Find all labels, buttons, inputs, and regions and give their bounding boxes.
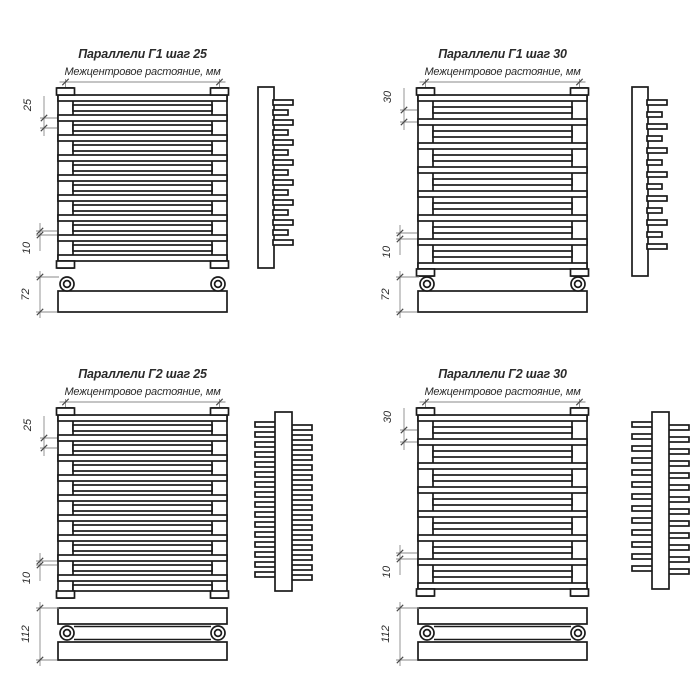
bottom-plate-front bbox=[418, 608, 587, 624]
bottom-plate-rear bbox=[58, 642, 227, 660]
side-tooth-right bbox=[647, 148, 667, 153]
side-tooth-right bbox=[273, 130, 288, 135]
side-tooth-right bbox=[273, 150, 288, 155]
tube-bar-short bbox=[433, 155, 572, 161]
gap-dimension bbox=[21, 223, 57, 254]
pipe-port-inner bbox=[215, 630, 222, 637]
width-dimension-label: Межцентровое растояние, мм bbox=[424, 386, 581, 398]
pipe-port-inner bbox=[575, 281, 582, 288]
tube-bar-short bbox=[433, 547, 572, 553]
side-tooth-right bbox=[647, 184, 662, 189]
tube-bar-short bbox=[73, 225, 212, 231]
tube-bar-long bbox=[58, 435, 227, 441]
collector-cap bbox=[211, 261, 229, 268]
side-tooth-right bbox=[291, 475, 312, 480]
gap-value: 10 bbox=[381, 245, 393, 259]
pipe-port-inner bbox=[575, 630, 582, 637]
tube-bar-short bbox=[73, 125, 212, 131]
tube-bar-short bbox=[433, 203, 572, 209]
gap-dimension bbox=[381, 545, 417, 578]
side-tooth-left bbox=[255, 492, 276, 497]
side-tooth-right bbox=[647, 124, 667, 129]
side-tooth-right bbox=[668, 425, 689, 430]
bottom-view bbox=[418, 608, 587, 660]
collector-cap bbox=[57, 261, 75, 268]
side-tooth-left bbox=[255, 572, 276, 577]
side-tooth-right bbox=[647, 208, 662, 213]
depth-value: 72 bbox=[20, 288, 32, 301]
tube-bar-short bbox=[73, 445, 212, 451]
side-tooth-right bbox=[647, 196, 667, 201]
side-tooth-left bbox=[255, 452, 276, 457]
depth-dimension bbox=[380, 602, 419, 666]
depth-dimension bbox=[20, 271, 59, 318]
side-tooth-left bbox=[255, 532, 276, 537]
collector-cap bbox=[417, 408, 435, 415]
bottom-view bbox=[418, 277, 587, 312]
side-tooth-right bbox=[273, 220, 293, 225]
side-tooth-left bbox=[632, 542, 653, 547]
pipe-port-inner bbox=[64, 281, 71, 288]
side-tooth-right bbox=[668, 449, 689, 454]
tube-bar-long bbox=[58, 135, 227, 141]
side-tooth-right bbox=[291, 515, 312, 520]
collector-cap bbox=[417, 589, 435, 596]
tube-bar-short bbox=[433, 499, 572, 505]
side-tooth-left bbox=[255, 522, 276, 527]
side-tooth-right bbox=[273, 210, 288, 215]
side-tooth-right bbox=[273, 120, 293, 125]
tube-bar-long bbox=[418, 263, 587, 269]
tube-bar-long bbox=[58, 555, 227, 561]
side-tooth-left bbox=[255, 502, 276, 507]
pitch-dimension bbox=[382, 88, 417, 130]
collector-cap bbox=[211, 88, 229, 95]
side-tooth-right bbox=[273, 160, 293, 165]
side-tooth-right bbox=[273, 180, 293, 185]
tube-bar-long bbox=[418, 559, 587, 565]
width-dimension bbox=[420, 386, 586, 407]
bottom-view bbox=[58, 608, 227, 660]
tube-bar-long bbox=[58, 455, 227, 461]
side-tooth-right bbox=[291, 435, 312, 440]
side-tooth-right bbox=[647, 160, 662, 165]
side-tooth-right bbox=[273, 240, 293, 245]
side-tooth-right bbox=[668, 473, 689, 478]
tube-bar-long bbox=[58, 95, 227, 101]
tube-bar-long bbox=[418, 143, 587, 149]
pipe-port-inner bbox=[215, 281, 222, 288]
side-tooth-right bbox=[668, 521, 689, 526]
side-tooth-right bbox=[291, 425, 312, 430]
side-tooth-left bbox=[632, 554, 653, 559]
tube-bar-long bbox=[418, 119, 587, 125]
gap-value: 10 bbox=[21, 241, 33, 255]
figure-g1-step25 bbox=[20, 47, 293, 318]
side-tooth-right bbox=[291, 505, 312, 510]
pitch-value: 25 bbox=[22, 98, 34, 112]
side-collector bbox=[652, 412, 669, 589]
tube-bar-short bbox=[433, 131, 572, 137]
right-collector bbox=[572, 408, 587, 596]
tube-bar-short bbox=[433, 179, 572, 185]
side-tooth-right bbox=[273, 110, 288, 115]
bottom-plate-rear bbox=[418, 642, 587, 660]
tube-bar-short bbox=[73, 105, 212, 111]
collector-cap bbox=[57, 408, 75, 415]
tube-bar-long bbox=[58, 495, 227, 501]
pipe-port-inner bbox=[64, 630, 71, 637]
width-dimension-label: Межцентровое растояние, мм bbox=[64, 66, 221, 78]
tube-bar-short bbox=[73, 205, 212, 211]
pitch-value: 30 bbox=[382, 410, 394, 424]
tube-bar-short bbox=[73, 185, 212, 191]
side-tooth-right bbox=[668, 557, 689, 562]
collector-cap bbox=[571, 88, 589, 95]
side-tooth-right bbox=[647, 100, 667, 105]
side-tooth-left bbox=[255, 432, 276, 437]
side-tooth-left bbox=[632, 458, 653, 463]
side-view bbox=[258, 87, 293, 268]
side-tooth-right bbox=[647, 112, 662, 117]
side-tooth-left bbox=[255, 422, 276, 427]
figure-g2-step25 bbox=[20, 367, 312, 666]
gap-dimension bbox=[381, 225, 417, 258]
side-tooth-right bbox=[668, 569, 689, 574]
side-collector bbox=[258, 87, 274, 268]
tube-bar-long bbox=[58, 175, 227, 181]
bottom-plate bbox=[58, 291, 227, 312]
side-tooth-right bbox=[291, 525, 312, 530]
tube-bar-short bbox=[73, 585, 212, 591]
side-tooth-right bbox=[291, 535, 312, 540]
tube-bar-short bbox=[433, 571, 572, 577]
tube-bar-long bbox=[418, 191, 587, 197]
collector-cap bbox=[571, 589, 589, 596]
tube-bar-long bbox=[418, 239, 587, 245]
tube-bar-long bbox=[58, 115, 227, 121]
side-tooth-left bbox=[255, 542, 276, 547]
pipe-port-inner bbox=[424, 630, 431, 637]
side-tooth-left bbox=[632, 482, 653, 487]
side-tooth-right bbox=[291, 565, 312, 570]
tube-bar-short bbox=[73, 245, 212, 251]
width-dimension-label: Межцентровое растояние, мм bbox=[64, 386, 221, 398]
pitch-value: 30 bbox=[382, 90, 394, 104]
width-dimension-label: Межцентровое растояние, мм bbox=[424, 66, 581, 78]
side-tooth-right bbox=[273, 140, 293, 145]
tube-bar-short bbox=[73, 545, 212, 551]
side-tooth-left bbox=[632, 518, 653, 523]
gap-value: 10 bbox=[381, 565, 393, 579]
bottom-view bbox=[58, 277, 227, 312]
tube-bar-long bbox=[58, 515, 227, 521]
side-tooth-right bbox=[291, 465, 312, 470]
tube-bar-long bbox=[418, 215, 587, 221]
side-tooth-left bbox=[255, 442, 276, 447]
figure-title: Параллели Г2 шаг 25 bbox=[78, 367, 207, 381]
pipe-port-inner bbox=[424, 281, 431, 288]
tube-bar-long bbox=[58, 475, 227, 481]
side-tooth-right bbox=[668, 461, 689, 466]
front-view bbox=[57, 408, 229, 598]
side-tooth-right bbox=[291, 555, 312, 560]
tube-bar-long bbox=[418, 439, 587, 445]
gap-value: 10 bbox=[21, 571, 33, 585]
side-tooth-left bbox=[255, 472, 276, 477]
pitch-dimension bbox=[22, 416, 57, 456]
pitch-dimension bbox=[382, 408, 417, 450]
collector-cap bbox=[211, 591, 229, 598]
tube-bar-long bbox=[418, 167, 587, 173]
collector-cap bbox=[571, 408, 589, 415]
side-tooth-right bbox=[668, 485, 689, 490]
side-tooth-right bbox=[291, 545, 312, 550]
side-tooth-left bbox=[632, 422, 653, 427]
depth-value: 112 bbox=[20, 625, 32, 643]
side-tooth-left bbox=[255, 562, 276, 567]
collector-cap bbox=[417, 269, 435, 276]
tube-bar-short bbox=[73, 165, 212, 171]
side-tooth-right bbox=[291, 445, 312, 450]
tube-bar-long bbox=[58, 415, 227, 421]
front-view bbox=[417, 408, 589, 596]
width-dimension bbox=[60, 386, 226, 407]
side-tooth-right bbox=[273, 170, 288, 175]
figure-g1-step30 bbox=[380, 47, 667, 318]
side-tooth-left bbox=[255, 512, 276, 517]
depth-dimension bbox=[380, 271, 419, 318]
side-tooth-right bbox=[647, 232, 662, 237]
tube-bar-short bbox=[433, 227, 572, 233]
tube-bar-long bbox=[418, 463, 587, 469]
side-tooth-right bbox=[647, 172, 667, 177]
side-tooth-right bbox=[273, 100, 293, 105]
tube-bar-long bbox=[58, 195, 227, 201]
bottom-plate-front bbox=[58, 608, 227, 624]
tube-bar-short bbox=[73, 505, 212, 511]
side-tooth-right bbox=[291, 455, 312, 460]
side-tooth-right bbox=[291, 495, 312, 500]
tube-bar-short bbox=[73, 425, 212, 431]
tube-bar-short bbox=[433, 107, 572, 113]
tube-bar-short bbox=[73, 525, 212, 531]
left-collector bbox=[418, 88, 433, 276]
side-tooth-right bbox=[668, 437, 689, 442]
side-tooth-left bbox=[255, 552, 276, 557]
side-view bbox=[632, 412, 689, 589]
width-dimension bbox=[420, 66, 586, 87]
side-view bbox=[632, 87, 667, 276]
pitch-value: 25 bbox=[22, 418, 34, 432]
tube-bar-short bbox=[433, 523, 572, 529]
depth-value: 112 bbox=[380, 625, 392, 643]
side-tooth-left bbox=[632, 506, 653, 511]
tube-bar-short bbox=[433, 251, 572, 257]
right-collector bbox=[572, 88, 587, 276]
side-collector bbox=[275, 412, 292, 591]
side-tooth-right bbox=[291, 575, 312, 580]
tube-bar-short bbox=[73, 565, 212, 571]
side-tooth-right bbox=[273, 230, 288, 235]
side-tooth-left bbox=[632, 566, 653, 571]
left-collector bbox=[418, 408, 433, 596]
side-tooth-left bbox=[632, 434, 653, 439]
pitch-dimension bbox=[22, 96, 57, 136]
side-tooth-right bbox=[668, 509, 689, 514]
side-tooth-right bbox=[273, 200, 293, 205]
side-tooth-right bbox=[273, 190, 288, 195]
front-view bbox=[417, 88, 589, 276]
bottom-plate bbox=[418, 291, 587, 312]
tube-bar-short bbox=[433, 451, 572, 457]
side-tooth-left bbox=[632, 470, 653, 475]
figure-g2-step30 bbox=[380, 367, 689, 666]
side-view bbox=[255, 412, 312, 591]
side-tooth-right bbox=[668, 545, 689, 550]
side-tooth-right bbox=[647, 244, 667, 249]
gap-dimension bbox=[21, 553, 57, 584]
tube-bar-long bbox=[58, 215, 227, 221]
side-tooth-left bbox=[255, 482, 276, 487]
tube-bar-short bbox=[433, 427, 572, 433]
side-tooth-left bbox=[632, 446, 653, 451]
tube-bar-short bbox=[73, 145, 212, 151]
tube-bar-long bbox=[418, 95, 587, 101]
tube-bar-long bbox=[418, 535, 587, 541]
depth-dimension bbox=[20, 602, 59, 666]
collector-cap bbox=[417, 88, 435, 95]
tube-bar-long bbox=[58, 575, 227, 581]
tube-bar-long bbox=[58, 155, 227, 161]
front-view bbox=[57, 88, 229, 268]
side-collector bbox=[632, 87, 648, 276]
figure-title: Параллели Г1 шаг 25 bbox=[78, 47, 207, 61]
tube-bar-short bbox=[433, 475, 572, 481]
tube-bar-long bbox=[418, 487, 587, 493]
tube-bar-short bbox=[73, 465, 212, 471]
collector-cap bbox=[571, 269, 589, 276]
side-tooth-right bbox=[668, 533, 689, 538]
tube-bar-long bbox=[418, 583, 587, 589]
tube-bar-long bbox=[418, 511, 587, 517]
figure-title: Параллели Г2 шаг 30 bbox=[438, 367, 567, 381]
figure-title: Параллели Г1 шаг 30 bbox=[438, 47, 567, 61]
tube-bar-long bbox=[58, 235, 227, 241]
side-tooth-left bbox=[632, 494, 653, 499]
depth-value: 72 bbox=[380, 288, 392, 301]
side-tooth-right bbox=[647, 220, 667, 225]
width-dimension bbox=[60, 66, 226, 87]
tube-bar-long bbox=[58, 255, 227, 261]
tube-bar-short bbox=[73, 485, 212, 491]
collector-cap bbox=[57, 591, 75, 598]
side-tooth-right bbox=[291, 485, 312, 490]
side-tooth-left bbox=[632, 530, 653, 535]
tube-bar-long bbox=[58, 535, 227, 541]
side-tooth-left bbox=[255, 462, 276, 467]
collector-cap bbox=[211, 408, 229, 415]
side-tooth-right bbox=[647, 136, 662, 141]
side-tooth-right bbox=[668, 497, 689, 502]
tube-bar-long bbox=[418, 415, 587, 421]
collector-cap bbox=[57, 88, 75, 95]
